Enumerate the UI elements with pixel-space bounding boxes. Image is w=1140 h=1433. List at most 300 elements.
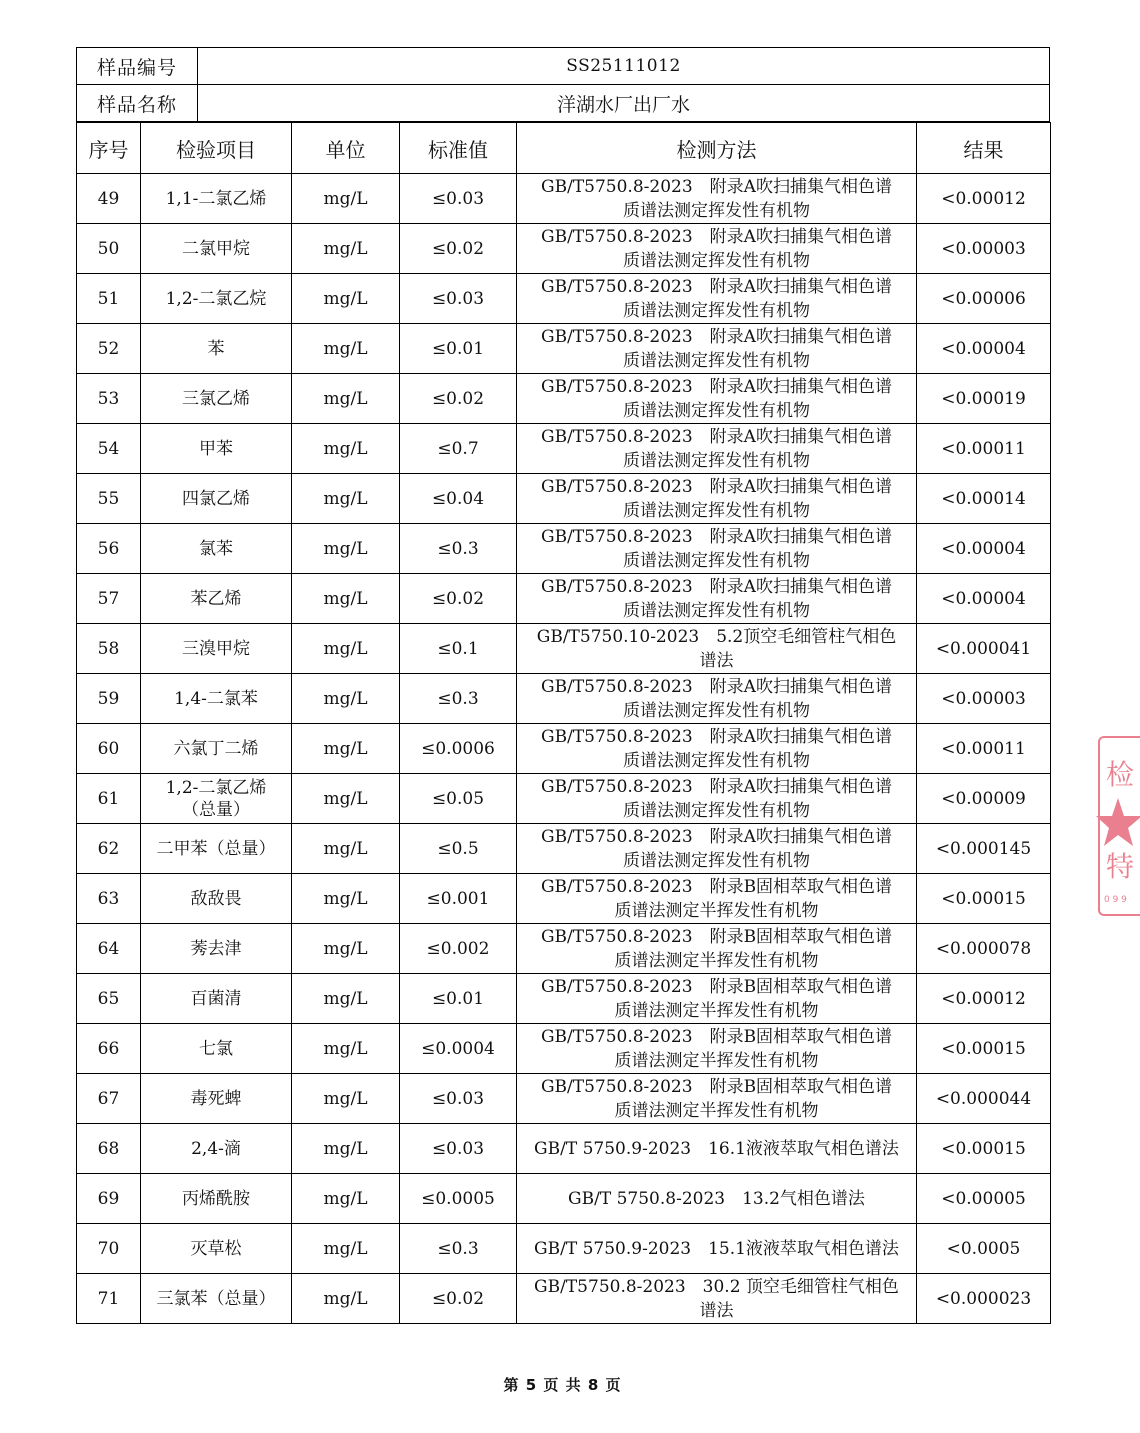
table-row bbox=[77, 224, 1051, 274]
method-cell bbox=[517, 674, 917, 724]
result-value: <0.00003 bbox=[941, 238, 1026, 259]
row-number-cell bbox=[77, 874, 141, 924]
col-header-method: 检测方法 bbox=[517, 123, 917, 174]
row-number: 56 bbox=[97, 538, 120, 559]
method-line1: GB/T5750.8-2023 附录B固相萃取气相色谱 bbox=[540, 1026, 893, 1047]
row-number-cell bbox=[77, 1174, 141, 1224]
table-row bbox=[77, 774, 1051, 824]
inspection-seal bbox=[1098, 736, 1140, 916]
result-value: <0.00005 bbox=[941, 1188, 1026, 1209]
result-value: <0.00011 bbox=[941, 438, 1026, 459]
unit-cell bbox=[292, 724, 400, 774]
unit-cell bbox=[292, 274, 400, 324]
row-number: 55 bbox=[97, 488, 120, 509]
unit: mg/L bbox=[323, 1188, 368, 1209]
col-header-unit: 单位 bbox=[292, 123, 400, 174]
row-number-cell bbox=[77, 324, 141, 374]
item-cell bbox=[141, 824, 292, 874]
seal-star-icon bbox=[1096, 798, 1140, 846]
result-cell bbox=[917, 524, 1051, 574]
row-number: 68 bbox=[97, 1138, 120, 1159]
row-number: 53 bbox=[97, 388, 120, 409]
col-header-result: 结果 bbox=[917, 123, 1051, 174]
table-row bbox=[77, 1274, 1051, 1324]
method-line1: GB/T5750.8-2023 附录B固相萃取气相色谱 bbox=[540, 926, 893, 947]
result-cell bbox=[917, 624, 1051, 674]
unit: mg/L bbox=[323, 888, 368, 909]
result-cell bbox=[917, 1224, 1051, 1274]
standard-value: ≤0.0006 bbox=[421, 738, 495, 759]
standard-cell bbox=[400, 1124, 517, 1174]
standard-value: ≤0.03 bbox=[431, 288, 485, 309]
standard-cell bbox=[400, 474, 517, 524]
method-cell bbox=[517, 1274, 917, 1324]
item-name: 七氯 bbox=[199, 1038, 233, 1059]
method-line2: 质谱法测定挥发性有机物 bbox=[623, 450, 810, 471]
row-number: 60 bbox=[97, 738, 120, 759]
item-cell bbox=[141, 874, 292, 924]
method-line2: 质谱法测定挥发性有机物 bbox=[623, 850, 810, 871]
sample-no-label: 样品编号 bbox=[77, 48, 198, 85]
result-value: <0.00015 bbox=[941, 1138, 1026, 1159]
unit-cell bbox=[292, 824, 400, 874]
test-results-table bbox=[76, 122, 1051, 1324]
item-name: 1,4-二氯苯 bbox=[174, 688, 258, 709]
method-line2: 质谱法测定挥发性有机物 bbox=[623, 500, 810, 521]
unit: mg/L bbox=[323, 288, 368, 309]
unit-cell bbox=[292, 224, 400, 274]
standard-cell bbox=[400, 174, 517, 224]
item-name: 1,2-二氯乙烷 bbox=[165, 288, 267, 309]
method-line1: GB/T5750.8-2023 附录B固相萃取气相色谱 bbox=[540, 1076, 893, 1097]
table-row bbox=[77, 724, 1051, 774]
method-line1: GB/T5750.8-2023 附录B固相萃取气相色谱 bbox=[540, 876, 893, 897]
result-value: <0.00006 bbox=[941, 288, 1026, 309]
unit: mg/L bbox=[323, 1088, 368, 1109]
standard-cell bbox=[400, 774, 517, 824]
standard-cell bbox=[400, 674, 517, 724]
result-value: <0.00003 bbox=[941, 688, 1026, 709]
row-number-cell bbox=[77, 1224, 141, 1274]
unit: mg/L bbox=[323, 638, 368, 659]
unit-cell bbox=[292, 374, 400, 424]
standard-value: ≤0.1 bbox=[437, 638, 479, 659]
standard-cell bbox=[400, 624, 517, 674]
method-cell bbox=[517, 224, 917, 274]
unit-cell bbox=[292, 674, 400, 724]
item-name: 百菌清 bbox=[190, 988, 242, 1009]
col-header-item: 检验项目 bbox=[141, 123, 292, 174]
unit-cell bbox=[292, 324, 400, 374]
standard-value: ≤0.3 bbox=[437, 538, 479, 559]
unit-cell bbox=[292, 774, 400, 824]
result-cell bbox=[917, 1174, 1051, 1224]
standard-value: ≤0.01 bbox=[431, 988, 485, 1009]
method-line1: GB/T5750.8-2023 30.2 顶空毛细管柱气相色 bbox=[534, 1276, 899, 1297]
col-header-standard: 标准值 bbox=[400, 123, 517, 174]
method-line1: GB/T5750.10-2023 5.2顶空毛细管柱气相色 bbox=[536, 626, 897, 647]
sample-info-table bbox=[76, 47, 1050, 122]
sample-no-row bbox=[77, 48, 1050, 85]
standard-value: ≤0.01 bbox=[431, 338, 485, 359]
result-value: <0.00009 bbox=[941, 788, 1026, 809]
sample-name-label: 样品名称 bbox=[77, 85, 198, 122]
row-number-cell bbox=[77, 574, 141, 624]
method-line2: 质谱法测定挥发性有机物 bbox=[623, 300, 810, 321]
result-cell bbox=[917, 724, 1051, 774]
standard-value: ≤0.0005 bbox=[421, 1188, 495, 1209]
row-number-cell bbox=[77, 674, 141, 724]
standard-cell bbox=[400, 1224, 517, 1274]
standard-cell bbox=[400, 974, 517, 1024]
item-name: 敌敌畏 bbox=[190, 888, 242, 909]
unit-cell bbox=[292, 174, 400, 224]
item-name: 甲苯 bbox=[199, 438, 233, 459]
unit: mg/L bbox=[323, 1288, 368, 1309]
row-number: 54 bbox=[97, 438, 120, 459]
method-cell bbox=[517, 1124, 917, 1174]
table-row bbox=[77, 924, 1051, 974]
row-number: 64 bbox=[97, 938, 120, 959]
unit-cell bbox=[292, 524, 400, 574]
row-number: 65 bbox=[97, 988, 120, 1009]
unit: mg/L bbox=[323, 988, 368, 1009]
row-number-cell bbox=[77, 474, 141, 524]
item-cell bbox=[141, 924, 292, 974]
item-name: 苯 bbox=[207, 338, 225, 359]
column-header-row bbox=[77, 123, 1051, 174]
result-cell bbox=[917, 424, 1051, 474]
result-value: <0.00011 bbox=[941, 738, 1026, 759]
result-cell bbox=[917, 924, 1051, 974]
item-cell bbox=[141, 1024, 292, 1074]
table-row bbox=[77, 574, 1051, 624]
result-cell bbox=[917, 774, 1051, 824]
unit: mg/L bbox=[323, 188, 368, 209]
unit: mg/L bbox=[323, 588, 368, 609]
item-cell bbox=[141, 324, 292, 374]
row-number-cell bbox=[77, 774, 141, 824]
unit: mg/L bbox=[323, 488, 368, 509]
table-row bbox=[77, 974, 1051, 1024]
method-cell bbox=[517, 524, 917, 574]
method-cell bbox=[517, 824, 917, 874]
result-cell bbox=[917, 574, 1051, 624]
unit: mg/L bbox=[323, 388, 368, 409]
standard-value: ≤0.02 bbox=[431, 238, 485, 259]
method-line1: GB/T5750.8-2023 附录A吹扫捕集气相色谱 bbox=[541, 526, 892, 547]
standard-value: ≤0.03 bbox=[431, 188, 485, 209]
item-cell bbox=[141, 274, 292, 324]
standard-cell bbox=[400, 1274, 517, 1324]
row-number-cell bbox=[77, 524, 141, 574]
unit-cell bbox=[292, 974, 400, 1024]
table-row bbox=[77, 624, 1051, 674]
standard-cell bbox=[400, 1024, 517, 1074]
method-line1: GB/T5750.8-2023 附录A吹扫捕集气相色谱 bbox=[541, 426, 892, 447]
item-name: 毒死蜱 bbox=[190, 1088, 242, 1109]
method-line2: 质谱法测定挥发性有机物 bbox=[623, 700, 810, 721]
item-name: 1,2-二氯乙烯 bbox=[165, 777, 267, 798]
method-line2: 质谱法测定半挥发性有机物 bbox=[614, 1050, 819, 1071]
standard-cell bbox=[400, 524, 517, 574]
method-line1: GB/T5750.8-2023 附录B固相萃取气相色谱 bbox=[540, 976, 893, 997]
unit-cell bbox=[292, 574, 400, 624]
method-line1: GB/T 5750.9-2023 15.1液液萃取气相色谱法 bbox=[534, 1238, 899, 1259]
method-line1: GB/T5750.8-2023 附录A吹扫捕集气相色谱 bbox=[541, 826, 892, 847]
method-line1: GB/T5750.8-2023 附录A吹扫捕集气相色谱 bbox=[541, 676, 892, 697]
col-header-no: 序号 bbox=[77, 123, 141, 174]
row-number: 52 bbox=[97, 338, 120, 359]
unit-cell bbox=[292, 1074, 400, 1124]
item-cell bbox=[141, 974, 292, 1024]
method-cell bbox=[517, 624, 917, 674]
unit-cell bbox=[292, 1274, 400, 1324]
standard-value: ≤0.0004 bbox=[421, 1038, 495, 1059]
standard-value: ≤0.3 bbox=[437, 688, 479, 709]
result-cell bbox=[917, 374, 1051, 424]
row-number: 61 bbox=[97, 788, 120, 809]
unit: mg/L bbox=[323, 1238, 368, 1259]
standard-cell bbox=[400, 1174, 517, 1224]
result-value: <0.00004 bbox=[941, 338, 1026, 359]
method-line2: 质谱法测定半挥发性有机物 bbox=[614, 1100, 819, 1121]
row-number-cell bbox=[77, 224, 141, 274]
result-value: <0.000041 bbox=[935, 638, 1032, 659]
item-cell bbox=[141, 674, 292, 724]
row-number-cell bbox=[77, 424, 141, 474]
result-value: <0.00019 bbox=[941, 388, 1026, 409]
table-row bbox=[77, 1224, 1051, 1274]
unit: mg/L bbox=[323, 238, 368, 259]
item-name: 三溴甲烷 bbox=[182, 638, 250, 659]
item-cell bbox=[141, 574, 292, 624]
standard-value: ≤0.05 bbox=[431, 788, 485, 809]
table-row bbox=[77, 174, 1051, 224]
unit: mg/L bbox=[323, 688, 368, 709]
unit-cell bbox=[292, 474, 400, 524]
item-cell bbox=[141, 774, 292, 824]
method-line1: GB/T5750.8-2023 附录A吹扫捕集气相色谱 bbox=[541, 276, 892, 297]
method-cell bbox=[517, 974, 917, 1024]
method-line1: GB/T5750.8-2023 附录A吹扫捕集气相色谱 bbox=[541, 376, 892, 397]
method-line2: 质谱法测定挥发性有机物 bbox=[623, 400, 810, 421]
standard-value: ≤0.02 bbox=[431, 1288, 485, 1309]
method-cell bbox=[517, 1074, 917, 1124]
unit-cell bbox=[292, 624, 400, 674]
result-value: <0.00012 bbox=[941, 188, 1026, 209]
result-cell bbox=[917, 274, 1051, 324]
unit: mg/L bbox=[323, 738, 368, 759]
method-line2: 质谱法测定挥发性有机物 bbox=[623, 550, 810, 571]
row-number-cell bbox=[77, 624, 141, 674]
item-cell bbox=[141, 1274, 292, 1324]
item-cell bbox=[141, 1074, 292, 1124]
standard-cell bbox=[400, 824, 517, 874]
result-value: <0.00004 bbox=[941, 588, 1026, 609]
row-number-cell bbox=[77, 924, 141, 974]
unit-cell bbox=[292, 924, 400, 974]
item-cell bbox=[141, 424, 292, 474]
method-line1: GB/T 5750.8-2023 13.2气相色谱法 bbox=[568, 1188, 865, 1209]
row-number: 58 bbox=[97, 638, 120, 659]
row-number: 63 bbox=[97, 888, 120, 909]
table-row bbox=[77, 1124, 1051, 1174]
item-name: 1,1-二氯乙烯 bbox=[165, 188, 267, 209]
item-cell bbox=[141, 1174, 292, 1224]
method-cell bbox=[517, 374, 917, 424]
item-name: 四氯乙烯 bbox=[182, 488, 250, 509]
unit: mg/L bbox=[323, 838, 368, 859]
standard-value: ≤0.02 bbox=[431, 388, 485, 409]
item-name: 2,4-滴 bbox=[191, 1138, 241, 1159]
row-number-cell bbox=[77, 724, 141, 774]
standard-value: ≤0.5 bbox=[437, 838, 479, 859]
table-row bbox=[77, 1024, 1051, 1074]
method-line1: GB/T5750.8-2023 附录A吹扫捕集气相色谱 bbox=[541, 226, 892, 247]
method-cell bbox=[517, 474, 917, 524]
item-cell bbox=[141, 474, 292, 524]
page-number: 第 5 页 共 8 页 bbox=[503, 1376, 622, 1394]
result-cell bbox=[917, 474, 1051, 524]
row-number: 51 bbox=[97, 288, 120, 309]
standard-cell bbox=[400, 574, 517, 624]
method-line1: GB/T 5750.9-2023 16.1液液萃取气相色谱法 bbox=[534, 1138, 899, 1159]
row-number-cell bbox=[77, 374, 141, 424]
row-number-cell bbox=[77, 174, 141, 224]
method-line2: 质谱法测定挥发性有机物 bbox=[623, 250, 810, 271]
method-cell bbox=[517, 1024, 917, 1074]
seal-char-top: 检 bbox=[1106, 758, 1135, 791]
table-row bbox=[77, 324, 1051, 374]
unit: mg/L bbox=[323, 788, 368, 809]
result-value: <0.000044 bbox=[935, 1088, 1032, 1109]
standard-cell bbox=[400, 224, 517, 274]
result-cell bbox=[917, 874, 1051, 924]
result-cell bbox=[917, 824, 1051, 874]
row-number-cell bbox=[77, 274, 141, 324]
method-line2: 谱法 bbox=[699, 1300, 734, 1321]
item-name: 二甲苯（总量） bbox=[156, 838, 276, 859]
method-line2: 质谱法测定挥发性有机物 bbox=[623, 600, 810, 621]
method-line1: GB/T5750.8-2023 附录A吹扫捕集气相色谱 bbox=[541, 576, 892, 597]
unit-cell bbox=[292, 1124, 400, 1174]
method-line2: 质谱法测定挥发性有机物 bbox=[623, 800, 810, 821]
unit: mg/L bbox=[323, 1138, 368, 1159]
result-cell bbox=[917, 174, 1051, 224]
unit-cell bbox=[292, 1174, 400, 1224]
item-name: 苯乙烯 bbox=[190, 588, 242, 609]
standard-value: ≤0.03 bbox=[431, 1088, 485, 1109]
result-cell bbox=[917, 1074, 1051, 1124]
row-number-cell bbox=[77, 974, 141, 1024]
result-cell bbox=[917, 674, 1051, 724]
row-number: 62 bbox=[97, 838, 120, 859]
row-number: 49 bbox=[97, 188, 120, 209]
unit: mg/L bbox=[323, 938, 368, 959]
row-number-cell bbox=[77, 1274, 141, 1324]
method-line2: 质谱法测定半挥发性有机物 bbox=[614, 950, 819, 971]
result-value: <0.000145 bbox=[935, 838, 1032, 859]
standard-value: ≤0.03 bbox=[431, 1138, 485, 1159]
item-cell bbox=[141, 1124, 292, 1174]
result-cell bbox=[917, 224, 1051, 274]
method-cell bbox=[517, 1174, 917, 1224]
result-cell bbox=[917, 1024, 1051, 1074]
result-cell bbox=[917, 324, 1051, 374]
row-number-cell bbox=[77, 1024, 141, 1074]
method-line2: 质谱法测定挥发性有机物 bbox=[623, 350, 810, 371]
method-line2: 质谱法测定半挥发性有机物 bbox=[614, 1000, 819, 1021]
row-number-cell bbox=[77, 824, 141, 874]
standard-value: ≤0.002 bbox=[426, 938, 490, 959]
result-value: <0.00012 bbox=[941, 988, 1026, 1009]
standard-value: ≤0.02 bbox=[431, 588, 485, 609]
row-number: 70 bbox=[97, 1238, 120, 1259]
method-cell bbox=[517, 724, 917, 774]
row-number: 59 bbox=[97, 688, 120, 709]
item-name: 莠去津 bbox=[190, 938, 242, 959]
item-name: 灭草松 bbox=[190, 1238, 242, 1259]
standard-value: ≤0.3 bbox=[437, 1238, 479, 1259]
item-name: 丙烯酰胺 bbox=[182, 1188, 250, 1209]
item-cell bbox=[141, 1224, 292, 1274]
result-value: <0.000023 bbox=[935, 1288, 1032, 1309]
result-value: <0.0005 bbox=[946, 1238, 1021, 1259]
method-line1: GB/T5750.8-2023 附录A吹扫捕集气相色谱 bbox=[541, 176, 892, 197]
method-line1: GB/T5750.8-2023 附录A吹扫捕集气相色谱 bbox=[541, 776, 892, 797]
result-value: <0.00015 bbox=[941, 888, 1026, 909]
standard-cell bbox=[400, 424, 517, 474]
row-number: 57 bbox=[97, 588, 120, 609]
method-cell bbox=[517, 174, 917, 224]
item-name: 六氯丁二烯 bbox=[173, 738, 259, 759]
method-cell bbox=[517, 774, 917, 824]
unit: mg/L bbox=[323, 338, 368, 359]
standard-cell bbox=[400, 724, 517, 774]
item-cell bbox=[141, 374, 292, 424]
table-row bbox=[77, 674, 1051, 724]
method-line1: GB/T5750.8-2023 附录A吹扫捕集气相色谱 bbox=[541, 726, 892, 747]
row-number-cell bbox=[77, 1124, 141, 1174]
item-name: 二氯甲烷 bbox=[182, 238, 250, 259]
method-line2: 质谱法测定挥发性有机物 bbox=[623, 750, 810, 771]
item-name: 三氯苯（总量） bbox=[156, 1288, 276, 1309]
result-value: <0.000078 bbox=[935, 938, 1032, 959]
method-line2: 质谱法测定挥发性有机物 bbox=[623, 200, 810, 221]
item-name: 氯苯 bbox=[199, 538, 233, 559]
table-row bbox=[77, 424, 1051, 474]
result-cell bbox=[917, 1124, 1051, 1174]
table-row bbox=[77, 1074, 1051, 1124]
method-cell bbox=[517, 1224, 917, 1274]
result-cell bbox=[917, 1274, 1051, 1324]
method-line1: GB/T5750.8-2023 附录A吹扫捕集气相色谱 bbox=[541, 326, 892, 347]
row-number-cell bbox=[77, 1074, 141, 1124]
sample-name-row bbox=[77, 85, 1050, 122]
item-cell bbox=[141, 224, 292, 274]
item-cell bbox=[141, 524, 292, 574]
item-cell bbox=[141, 624, 292, 674]
seal-digits: 0 9 9 bbox=[1104, 895, 1127, 905]
result-value: <0.00004 bbox=[941, 538, 1026, 559]
standard-cell bbox=[400, 374, 517, 424]
unit: mg/L bbox=[323, 1038, 368, 1059]
item-cell bbox=[141, 724, 292, 774]
table-row bbox=[77, 374, 1051, 424]
unit: mg/L bbox=[323, 538, 368, 559]
standard-value: ≤0.001 bbox=[426, 888, 490, 909]
